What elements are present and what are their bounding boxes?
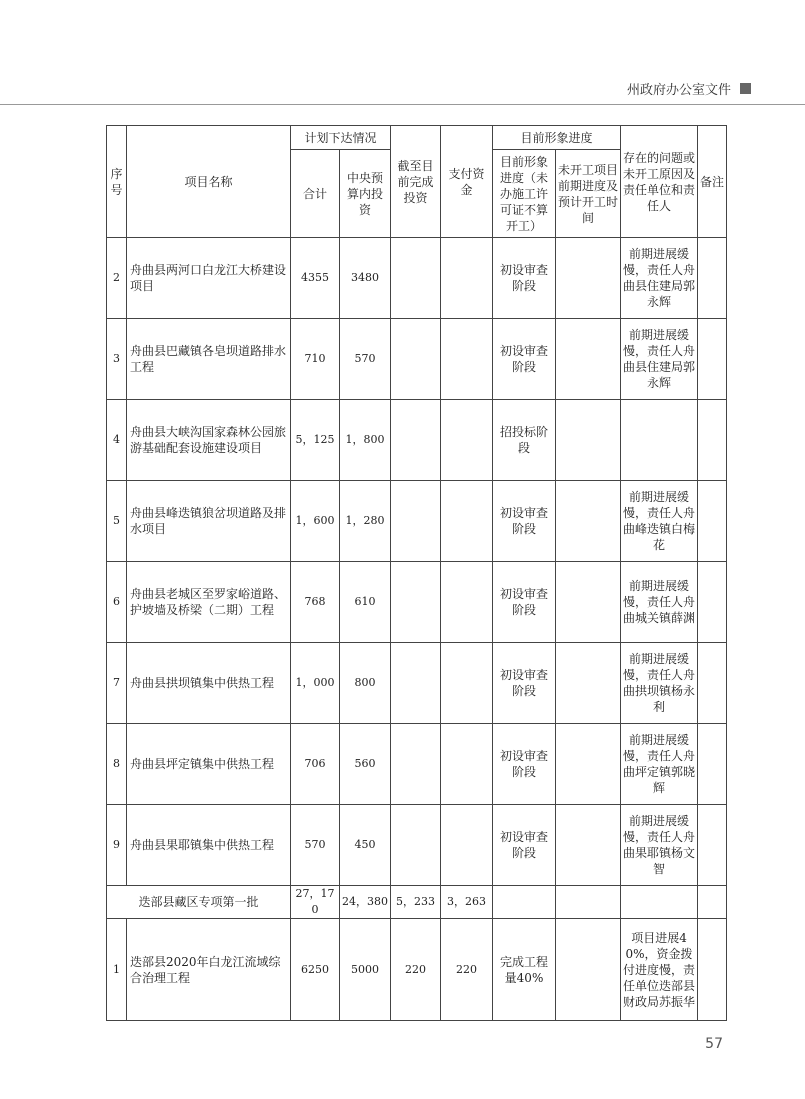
header-progress-group: 目前形象进度 <box>493 126 621 150</box>
header-paid: 支付资金 <box>441 126 493 238</box>
cell-central: 560 <box>340 724 391 805</box>
cell-name: 舟曲县老城区至罗家峪道路、护坡墙及桥梁（二期）工程 <box>127 562 291 643</box>
cell-issues: 项目进展40%，资金拨付进度慢，责任单位迭部县财政局苏振华 <box>621 919 698 1021</box>
cell-unstarted <box>556 562 621 643</box>
cell-total: 6250 <box>291 919 340 1021</box>
cell-total: 570 <box>291 805 340 886</box>
cell-seq: 8 <box>107 724 127 805</box>
cell-unstarted <box>556 919 621 1021</box>
cell-completed <box>391 481 441 562</box>
cell-issues: 前期进展缓慢，责任人舟曲峰迭镇白梅花 <box>621 481 698 562</box>
cell-seq: 1 <box>107 919 127 1021</box>
document-header <box>627 79 751 98</box>
cell-name: 舟曲县坪定镇集中供热工程 <box>127 724 291 805</box>
cell-remarks <box>698 643 727 724</box>
subtotal-empty <box>621 886 698 919</box>
header-total: 合计 <box>291 150 340 238</box>
cell-central: 610 <box>340 562 391 643</box>
cell-completed <box>391 400 441 481</box>
cell-total: 710 <box>291 319 340 400</box>
cell-unstarted <box>556 724 621 805</box>
project-table <box>106 125 727 1021</box>
cell-issues: 前期进展缓慢，责任人舟曲县住建局郭永辉 <box>621 319 698 400</box>
cell-unstarted <box>556 481 621 562</box>
cell-paid <box>441 238 493 319</box>
cell-paid <box>441 724 493 805</box>
header-row-1 <box>107 126 727 150</box>
header-remarks: 备注 <box>698 126 727 238</box>
header-title: 州政府办公室文件 <box>626 83 731 98</box>
cell-issues: 前期进展缓慢，责任人舟曲县住建局郭永辉 <box>621 238 698 319</box>
table-row <box>107 400 727 481</box>
header-block-icon <box>740 83 751 94</box>
table-row <box>107 805 727 886</box>
cell-seq: 4 <box>107 400 127 481</box>
cell-central: 3480 <box>340 238 391 319</box>
cell-remarks <box>698 805 727 886</box>
cell-central: 570 <box>340 319 391 400</box>
cell-paid <box>441 643 493 724</box>
cell-paid <box>441 562 493 643</box>
cell-total: 4355 <box>291 238 340 319</box>
table-row <box>107 724 727 805</box>
page-number: 57 <box>705 1036 723 1052</box>
header-central: 中央预算内投资 <box>340 150 391 238</box>
cell-central: 800 <box>340 643 391 724</box>
cell-remarks <box>698 238 727 319</box>
cell-progress: 初设审查阶段 <box>493 562 556 643</box>
cell-seq: 3 <box>107 319 127 400</box>
cell-paid <box>441 805 493 886</box>
table-row <box>107 319 727 400</box>
cell-progress: 初设审查阶段 <box>493 724 556 805</box>
subtotal-central: 24，380 <box>340 886 391 919</box>
cell-remarks <box>698 724 727 805</box>
subtotal-paid: 3，263 <box>441 886 493 919</box>
cell-name: 舟曲县大峡沟国家森林公园旅游基础配套设施建设项目 <box>127 400 291 481</box>
cell-remarks <box>698 562 727 643</box>
cell-name: 舟曲县两河口白龙江大桥建设项目 <box>127 238 291 319</box>
cell-total: 1，000 <box>291 643 340 724</box>
header-divider <box>0 104 805 105</box>
cell-progress: 初设审查阶段 <box>493 481 556 562</box>
cell-unstarted <box>556 319 621 400</box>
cell-paid: 220 <box>441 919 493 1021</box>
cell-seq: 5 <box>107 481 127 562</box>
table-row <box>107 238 727 319</box>
cell-completed <box>391 238 441 319</box>
subtotal-empty <box>698 886 727 919</box>
table-row <box>107 481 727 562</box>
cell-total: 1，600 <box>291 481 340 562</box>
header-plan-group: 计划下达情况 <box>291 126 391 150</box>
cell-remarks <box>698 400 727 481</box>
subtotal-completed: 5，233 <box>391 886 441 919</box>
cell-remarks <box>698 481 727 562</box>
cell-unstarted <box>556 643 621 724</box>
cell-issues <box>621 400 698 481</box>
subtotal-label: 迭部县藏区专项第一批 <box>107 886 291 919</box>
table-row <box>107 919 727 1021</box>
cell-completed <box>391 562 441 643</box>
table-row <box>107 562 727 643</box>
cell-seq: 2 <box>107 238 127 319</box>
cell-remarks <box>698 919 727 1021</box>
cell-total: 706 <box>291 724 340 805</box>
cell-unstarted <box>556 238 621 319</box>
subtotal-total: 27，170 <box>291 886 340 919</box>
header-progress: 目前形象进度（未办施工许可证不算开工） <box>493 150 556 238</box>
cell-completed <box>391 805 441 886</box>
cell-total: 5，125 <box>291 400 340 481</box>
subtotal-empty <box>556 886 621 919</box>
cell-paid <box>441 319 493 400</box>
cell-name: 舟曲县果耶镇集中供热工程 <box>127 805 291 886</box>
cell-paid <box>441 481 493 562</box>
header-name: 项目名称 <box>127 126 291 238</box>
cell-progress: 完成工程量40% <box>493 919 556 1021</box>
header-completed: 截至目前完成投资 <box>391 126 441 238</box>
cell-remarks <box>698 319 727 400</box>
cell-name: 舟曲县拱坝镇集中供热工程 <box>127 643 291 724</box>
cell-central: 1，800 <box>340 400 391 481</box>
cell-issues: 前期进展缓慢，责任人舟曲果耶镇杨文智 <box>621 805 698 886</box>
cell-name: 舟曲县巴藏镇各皂坝道路排水工程 <box>127 319 291 400</box>
cell-completed <box>391 724 441 805</box>
cell-central: 5000 <box>340 919 391 1021</box>
header-unstarted: 未开工项目前期进度及预计开工时间 <box>556 150 621 238</box>
cell-issues: 前期进展缓慢，责任人舟曲拱坝镇杨永利 <box>621 643 698 724</box>
table-row <box>107 643 727 724</box>
cell-total: 768 <box>291 562 340 643</box>
cell-progress: 初设审查阶段 <box>493 238 556 319</box>
cell-paid <box>441 400 493 481</box>
cell-completed <box>391 319 441 400</box>
cell-progress: 初设审查阶段 <box>493 643 556 724</box>
cell-completed: 220 <box>391 919 441 1021</box>
cell-name: 迭部县2020年白龙江流域综合治理工程 <box>127 919 291 1021</box>
cell-seq: 7 <box>107 643 127 724</box>
cell-completed <box>391 643 441 724</box>
cell-issues: 前期进展缓慢，责任人舟曲坪定镇郭晓辉 <box>621 724 698 805</box>
cell-progress: 初设审查阶段 <box>493 805 556 886</box>
cell-unstarted <box>556 805 621 886</box>
cell-seq: 6 <box>107 562 127 643</box>
subtotal-empty <box>493 886 556 919</box>
cell-name: 舟曲县峰迭镇狼岔坝道路及排水项目 <box>127 481 291 562</box>
cell-central: 1，280 <box>340 481 391 562</box>
cell-progress: 初设审查阶段 <box>493 319 556 400</box>
cell-issues: 前期进展缓慢，责任人舟曲城关镇薛渊 <box>621 562 698 643</box>
cell-seq: 9 <box>107 805 127 886</box>
header-issues: 存在的问题或未开工原因及责任单位和责任人 <box>621 126 698 238</box>
cell-progress: 招投标阶段 <box>493 400 556 481</box>
header-seq: 序号 <box>107 126 127 238</box>
cell-unstarted <box>556 400 621 481</box>
cell-central: 450 <box>340 805 391 886</box>
subtotal-row <box>107 886 727 919</box>
